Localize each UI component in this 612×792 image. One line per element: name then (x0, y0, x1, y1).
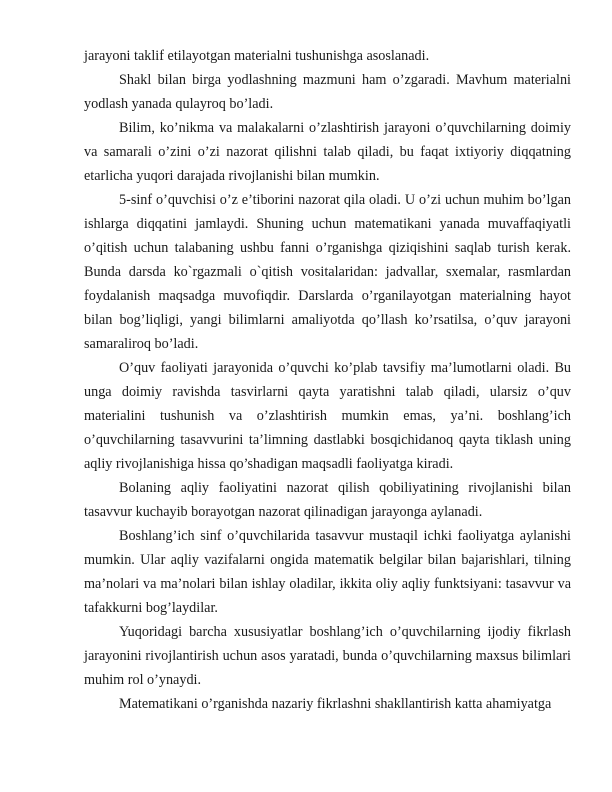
paragraph-yuqoridagi: Yuqoridagi barcha xususiyatlar boshlang’ich o’quvchilarning ijodiy fikrlash jarayonini rivojlantirish uchun asos yaratadi, bunda o’quvchilarning maxsus bilimlari muhim rol o’ynaydi. (84, 624, 571, 688)
paragraph-bolaning: Bolaning aqliy faoliyatini nazorat qilish qobiliyatining rivojlanishi bilan tasavvur kuchayib borayotgan nazorat qilinadigan jarayonga aylanadi. (84, 480, 571, 520)
body-text (84, 44, 571, 716)
paragraph-boshlangich: Boshlang’ich sinf o’quvchilarida tasavvur mustaqil ichki faoliyatga aylanishi mumkin. Ular aqliy vazifalarni ongida matematik belgilar bilan bajarishlari, tilning ma’nolari va ma’nolari bilan ishlay oladilar, ikkita oliy aqliy funktsiyani: tasavvur va tafakkurni bog’laydilar. (84, 528, 571, 616)
paragraph-matematikani: Matematikani o’rganishda nazariy fikrlashni shakllantirish katta ahamiyatga (119, 696, 552, 712)
paragraph-shakl: Shakl bilan birga yodlashning mazmuni ham o’zgaradi. Mavhum materialni yodlash yanada qulayroq bo’ladi. (84, 72, 571, 112)
paragraph-5-sinf: 5-sinf o’quvchisi o’z e’tiborini nazorat qila oladi. U o’zi uchun muhim bo’lgan ishlarga diqqatini jamlaydi. Shuning uchun matematikani yanada muvaffaqiyatli o’qitish uchun talabaning ushbu fanni o’rganishga qiziqishini saqlab turish kerak. Bunda darsda ko`rgazmali o`qitish vositalaridan: jadvallar, sxemalar, rasmlardan foydalanish maqsadga muvofiqdir. Darslarda o’rganilayotgan materialning hayot bilan bog’liqligi, yangi bilimlarni amaliyotda qo’llash ko’rsatilsa, o’quv jarayoni samaraliroq bo’ladi. (84, 192, 571, 352)
paragraph-oquv-faoliyati: O’quv faoliyati jarayonida o’quvchi ko’plab tavsifiy ma’lumotlarni oladi. Bu unga doimiy ravishda tasvirlarni qayta yaratishni talab qiladi, ularsiz o’quv materialini tushunish va o’zlashtirish mumkin emas, ya’ni. boshlang’ich o’quvchilarning tasavvurini ta’limning dastlabki bosqichidanoq qayta tiklash uning aqliy rivojlanishiga hissa qo’shadigan maqsadli faoliyatga kiradi. (84, 360, 571, 472)
paragraph-continuation: jarayoni taklif etilayotgan materialni tushunishga asoslanadi. (84, 48, 430, 64)
paragraph-bilim: Bilim, ko’nikma va malakalarni o’zlashtirish jarayoni o’quvchilarning doimiy va samarali o’zini o’zi nazorat qilishni talab qiladi, bu faqat ixtiyoriy diqqatning etarlicha yuqori darajada rivojlanishi bilan mumkin. (84, 120, 571, 184)
